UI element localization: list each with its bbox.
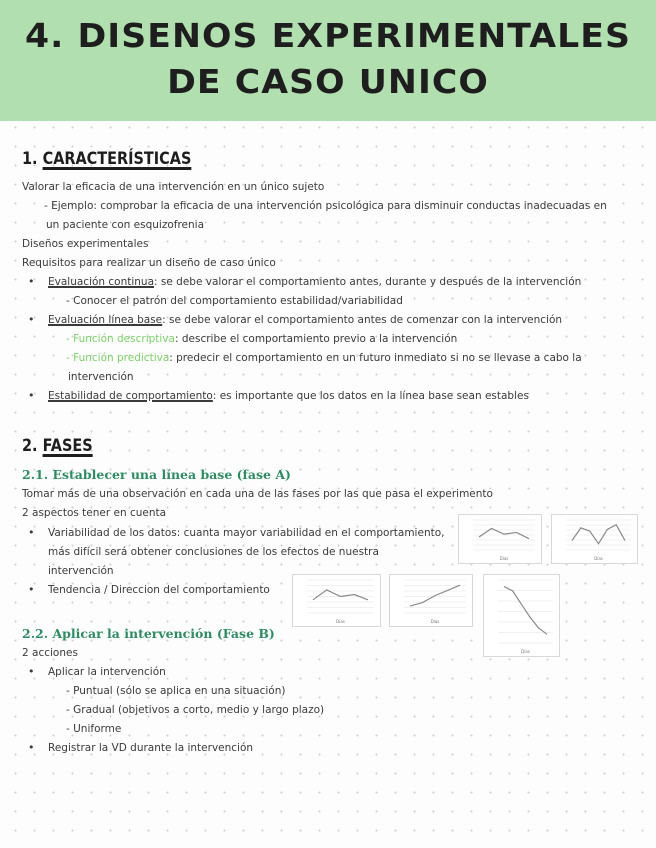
section-heading: 1. CARACTERÍSTICAS — [22, 149, 192, 169]
text-line: Diseños experimentales — [22, 238, 149, 250]
text-line: Evaluación continua: se debe valorar el comportamiento antes, durante y después de la intervención — [48, 276, 582, 288]
bullet: • — [28, 275, 35, 288]
line-chart — [484, 575, 559, 656]
text-line: - Ejemplo: comprobar la eficacia de una intervención psicológica para disminuir conductas inadecuadas en — [44, 200, 607, 212]
text-line: - Gradual (objetivos a corto, medio y largo plazo) — [66, 704, 325, 716]
text-line: intervención — [68, 371, 134, 383]
chart-thumbnail — [551, 514, 638, 564]
text-line: Evaluación línea base: se debe valorar el comportamiento antes de comenzar con la intervención — [48, 314, 563, 326]
text-line: un paciente con esquizofrenia — [46, 219, 205, 231]
text-line: Registrar la VD durante la intervención — [48, 742, 254, 754]
chart-thumbnail — [458, 514, 542, 564]
text-line: - Función descriptiva: describe el comportamiento previo a la intervención — [66, 333, 458, 345]
line-chart — [459, 515, 541, 563]
chart-thumbnail — [389, 574, 473, 627]
text-line: Estabilidad de comportamiento: es importante que los datos en la línea base sean estables — [48, 390, 529, 402]
header-banner — [0, 0, 656, 121]
series-line — [313, 590, 368, 600]
line-chart — [390, 575, 472, 626]
x-axis-label: Días — [594, 556, 603, 561]
text-line: Requisitos para realizar un diseño de caso único — [22, 257, 276, 269]
subsection-heading: 2.1. Establecer una línea base (fase A) — [22, 467, 291, 482]
series-line — [572, 525, 625, 544]
chart-thumbnail — [483, 574, 560, 657]
line-chart — [552, 515, 637, 563]
text-line: - Función predictiva: predecir el comportamiento en un futuro inmediato si no se llevase a cabo la — [66, 352, 582, 364]
text-line: - Conocer el patrón del comportamiento estabilidad/variabilidad — [66, 295, 403, 307]
text-line: 2 acciones — [22, 647, 78, 659]
bullet: • — [28, 665, 35, 678]
text-line: 2 aspectos tener en cuenta — [22, 507, 167, 519]
subsection-heading: 2.2. Aplicar la intervención (Fase B) — [22, 626, 275, 641]
page-title-line1: 4. DISENOS EXPERIMENTALES — [25, 16, 631, 55]
x-axis-label: Días — [336, 619, 345, 624]
x-axis-label: Días — [499, 556, 509, 561]
bullet: • — [28, 313, 35, 326]
text-line: - Uniforme — [66, 723, 122, 735]
text-line: intervención — [48, 565, 114, 577]
bullet: • — [28, 741, 35, 754]
text-line: Tendencia / Direccion del comportamiento — [48, 584, 270, 596]
text-line: Variabilidad de los datos: cuanta mayor variabilidad en el comportamiento, — [48, 527, 445, 539]
text-line: más difícil será obtener conclusiones de los efectos de nuestra — [48, 546, 379, 558]
series-line — [410, 585, 460, 606]
bullet: • — [28, 389, 35, 402]
chart-thumbnail — [292, 574, 381, 627]
text-line: Valorar la eficacia de una intervención en un único sujeto — [22, 181, 325, 193]
x-axis-label: Días — [521, 649, 530, 654]
series-line — [504, 587, 547, 635]
section-heading: 2. FASES — [22, 436, 93, 456]
line-chart — [293, 575, 380, 626]
text-line: - Puntual (sólo se aplica en una situación) — [66, 685, 286, 697]
text-line: Tomar más de una observación en cada una de las fases por las que pasa el experimento — [22, 488, 493, 500]
bullet: • — [28, 583, 35, 596]
x-axis-label: Días — [430, 619, 440, 624]
page-title-line2: DE CASO UNICO — [167, 62, 489, 101]
text-line: Aplicar la intervención — [48, 666, 166, 678]
bullet: • — [28, 526, 35, 539]
